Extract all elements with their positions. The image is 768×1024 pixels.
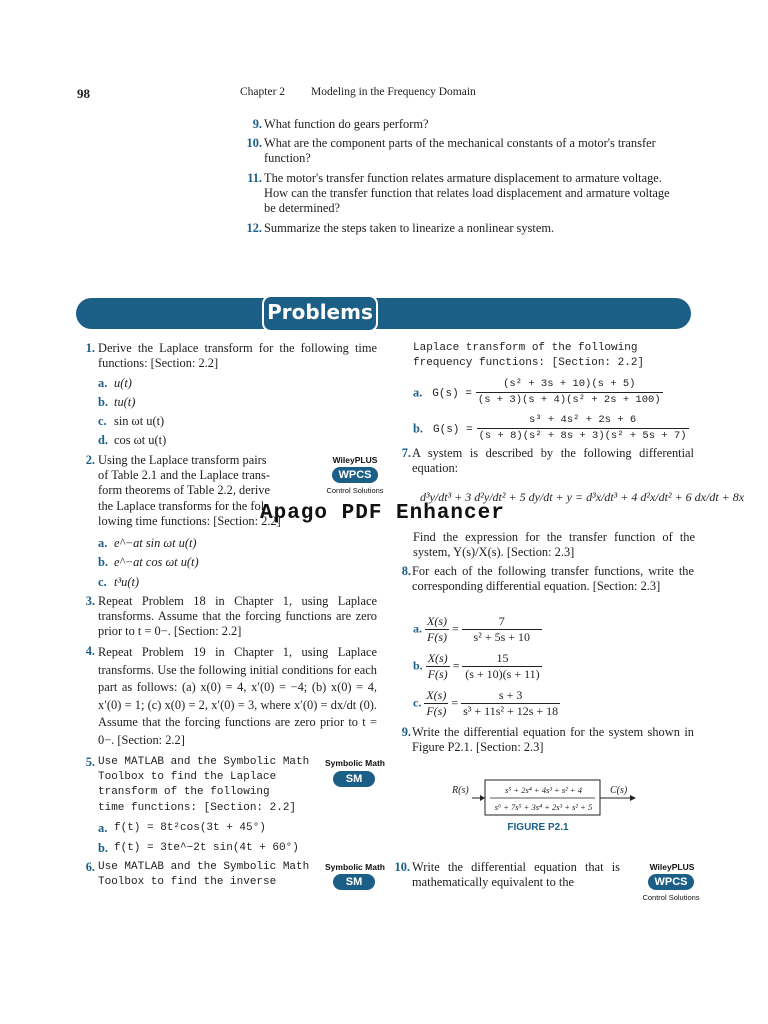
problem-8-item-b: b. $\frac{X(s)}{F(s)}$ = $\frac{15}{(s + 10)(s + 11)}$ bbox=[413, 651, 542, 682]
problem-4: 4. Repeat Problem 19 in Chapter 1, using Laplace transforms. Use the following initial conditions for each part as follows: (a) x(0) = 4, x′(0) = −4; (b) x(0) = 4, x′(0) = 1; (c) x(0) = 2, x′(0) = 3, where x′(0) = dx/dt (0). Assume that the forcing functions are zero prior to t = 0−. [Section: 2.2] bbox=[85, 644, 377, 747]
block-numerator: s⁵ + 2s⁴ + 4s³ + s² + 4 bbox=[505, 785, 582, 795]
input-arrow-head bbox=[480, 795, 485, 801]
control-solutions-label: Control Solutions bbox=[326, 486, 384, 495]
output-arrow-head bbox=[630, 795, 636, 801]
control-solutions-label-2: Control Solutions bbox=[642, 893, 700, 902]
block-denominator: s⁶ + 7s⁵ + 3s⁴ + 2s³ + s² + 5 bbox=[494, 802, 593, 812]
problem-1: 1. Derive the Laplace transform for the following time functions: [Section: 2.2] bbox=[85, 341, 377, 371]
problem-8-item-a: a. $\frac{X(s)}{F(s)}$ = $\frac{7}{\text{s² + 5s + 10}}$ bbox=[413, 614, 542, 645]
question-11: 11. The motor's transfer function relates armature displacement to armature voltage. How can the transfer function that relates load displacement and armature voltage be determined? bbox=[247, 171, 670, 216]
problem-7: 7. A system is described by the following differential equation: bbox=[401, 446, 694, 476]
chapter-title: Modeling in the Frequency Domain bbox=[311, 86, 476, 98]
symbolic-math-label: Symbolic Math bbox=[325, 758, 385, 768]
chapter-label: Chapter 2 bbox=[240, 86, 286, 98]
problem-6-item-b: b. G(s) = $\frac{\text{s³ + 4s² + 2s + 6}}{\text{(s + 8)(s² + 8s + 3)(s² + 5s + 7)}}$ bbox=[413, 413, 689, 444]
output-label: C(s) bbox=[610, 785, 628, 796]
wpcs-badge: WPCS bbox=[332, 467, 378, 483]
input-label: R(s) bbox=[452, 785, 469, 796]
problem-6-item-a: a. G(s) = $\frac{\text{(s² + 3s + 10)(s + 5)}}{\text{(s + 3)(s + 4)(s² + 2s + 100)}}$ bbox=[413, 377, 663, 408]
problems-banner bbox=[76, 298, 691, 329]
problem-7-followup: Find the expression for the transfer function of the system, Y(s)/X(s). [Section: 2.3] bbox=[413, 530, 695, 560]
sm-badge: SM bbox=[333, 771, 375, 787]
problem-8: 8. For each of the following transfer functions, write the corresponding differential equation. [Section: 2.3] bbox=[401, 564, 694, 594]
figure-caption: FIGURE P2.1 bbox=[507, 822, 569, 833]
watermark: Apago PDF Enhancer bbox=[260, 502, 505, 525]
problems-title: Problems bbox=[267, 300, 373, 324]
question-12: 12. Summarize the steps taken to linearize a nonlinear system. bbox=[246, 221, 555, 235]
question-10: 10. What are the component parts of the mechanical constants of a motor's transfer function? bbox=[246, 136, 656, 166]
problem-8-item-c: c. $\frac{X(s)}{F(s)}$ = $\frac{s + 3}{\text{s³ + 11s² + 12s + 18}}$ bbox=[413, 688, 559, 719]
problem-7-equation: d³y/dt³ + 3 d²y/dt² + 5 dy/dt + y = d³x/dt³ + 4 d²x/dt² + 6 dx/dt + 8x bbox=[420, 490, 745, 504]
problem-9: 9. Write the differential equation for the system shown in Figure P2.1. [Section: 2.3] bbox=[401, 725, 694, 755]
wileyplus-label: WileyPLUS bbox=[332, 455, 378, 465]
wileyplus-label-2: WileyPLUS bbox=[649, 862, 695, 872]
problem-10: 10. Write the differential equation that is mathematically equivalent to the bbox=[394, 860, 620, 890]
wpcs-badge-2: WPCS bbox=[648, 874, 694, 890]
page-number: 98 bbox=[77, 86, 90, 101]
problem-3: 3. Repeat Problem 18 in Chapter 1, using Laplace transforms. Assume that the forcing functions are zero prior to t = 0−. [Section: 2.2] bbox=[85, 594, 377, 639]
question-9: 9. What function do gears perform? bbox=[252, 117, 429, 131]
problem-6-continuation: Laplace transform of the following frequency functions: [Section: 2.2] bbox=[413, 342, 645, 370]
symbolic-math-label-2: Symbolic Math bbox=[325, 862, 385, 872]
sm-badge-2: SM bbox=[333, 874, 375, 890]
